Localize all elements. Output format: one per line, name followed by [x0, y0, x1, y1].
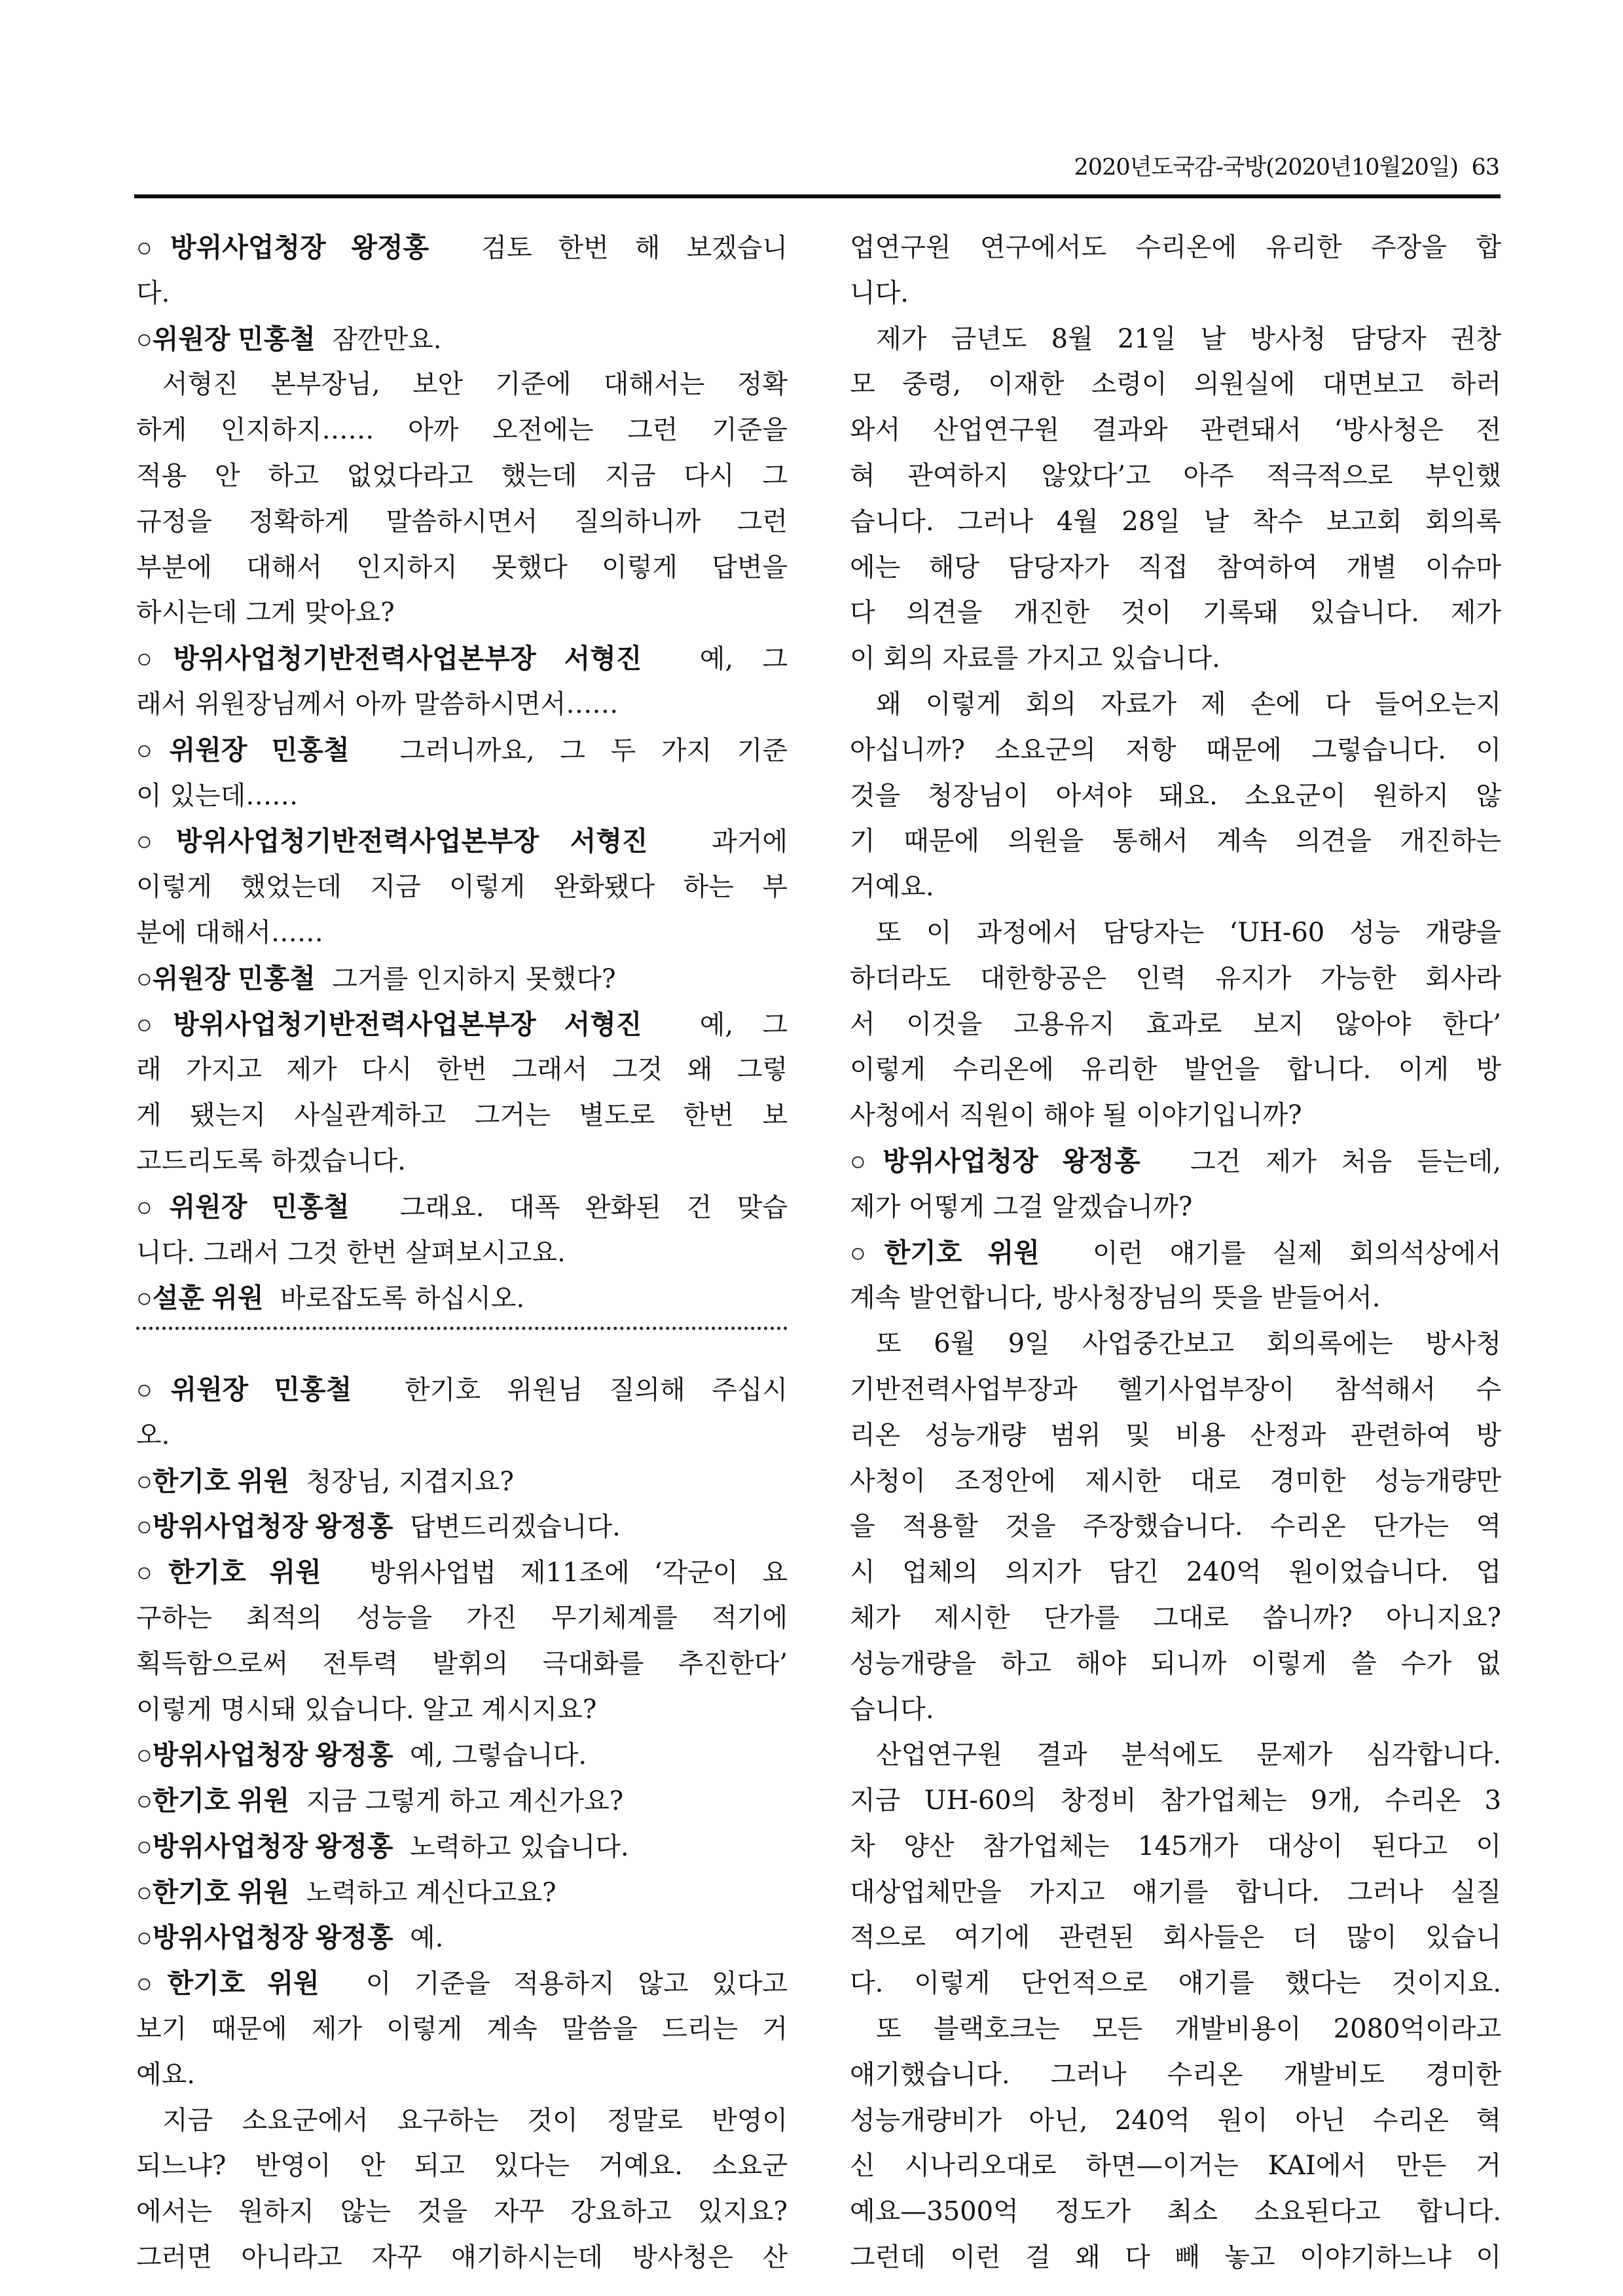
speaker-name: ○한기호 위원: [136, 1785, 290, 1816]
page-number: 63: [1471, 154, 1499, 181]
line-text: 게 됐는지 사실관계하고 그거는 별도로 한번 보: [136, 1100, 788, 1131]
text-line: [850, 956, 1501, 1002]
text-line: [850, 2098, 1501, 2144]
speaker-name: ○위원장 민홍철: [136, 734, 350, 765]
line-text: 업연구원 연구에서도 수리온에 유리한 주장을 합: [850, 232, 1501, 262]
line-text: 예, 그: [699, 644, 788, 675]
text-line: [136, 225, 788, 271]
line-text: 청장님, 지겹지요?: [306, 1466, 514, 1497]
line-text: 기 때문에 의원을 통해서 계속 의견을 개진하는: [850, 826, 1501, 857]
line-text: 신 시나리오대로 하면—이거는 KAI에서 만든 거: [850, 2151, 1501, 2181]
line-text: 그러니까요, 그 두 가지 기준: [399, 735, 788, 766]
speaker-name: ○한기호 위원: [136, 1876, 290, 1907]
text-line: [850, 1961, 1501, 2007]
text-line: [850, 2144, 1501, 2189]
line-text: 과거에: [712, 827, 788, 857]
left-column: [136, 225, 788, 2281]
line-text: 모 중령, 이재한 소령이 의원실에 대면보고 하러: [850, 369, 1501, 400]
text-line: [850, 1276, 1501, 1321]
text-line: [136, 2235, 788, 2281]
line-text: 예, 그렇습니다.: [410, 1740, 587, 1771]
line-text: 습니다.: [850, 1694, 934, 1725]
text-line: [136, 910, 788, 956]
line-text: 것을 청장님이 아셔야 돼요. 소요군이 원하지 않: [850, 780, 1501, 811]
text-line: [136, 728, 788, 774]
speaker-name: ○방위사업청장 왕정홍: [136, 1922, 393, 1953]
text-line: [850, 728, 1501, 774]
text-line: [136, 1413, 788, 1459]
text-line: [850, 1824, 1501, 1870]
line-text: 래서 위원장님께서 아까 말씀하시면서……: [136, 689, 619, 719]
line-text: 한기호 위원님 질의해 주십시: [405, 1374, 788, 1405]
line-text: 사청에서 직원이 해야 될 이야기입니까?: [850, 1100, 1302, 1131]
text-line: [850, 1732, 1501, 1778]
text-line: [850, 1641, 1501, 1687]
text-line: [850, 1321, 1501, 1367]
line-text: 체가 제시한 단가를 그대로 씁니까? 아니지요?: [850, 1602, 1501, 1633]
line-text: 예요.: [136, 2059, 195, 2090]
line-text: 고드리도록 하겠습니다.: [136, 1145, 406, 1176]
line-text: 또 이 과정에서 담당자는 ‘UH-60 성능 개량을: [876, 917, 1501, 948]
line-text: 오.: [136, 1420, 170, 1450]
line-text: 시 업체의 의지가 담긴 240억 원이었습니다. 업: [850, 1557, 1501, 1588]
text-line: [850, 1413, 1501, 1459]
text-line: [850, 1687, 1501, 1733]
line-text: 와서 산업연구원 결과와 관련돼서 ‘방사청은 전: [850, 415, 1501, 446]
line-text: 구하는 최적의 성능을 가진 무기체계를 적기에: [136, 1602, 788, 1633]
line-text: 서형진 본부장님, 보안 기준에 대해서는 정확: [162, 369, 788, 400]
line-text: 규정을 정확하게 말씀하시면서 질의하니까 그런: [136, 506, 788, 537]
line-text: 노력하고 있습니다.: [410, 1831, 629, 1862]
line-text: 제가 금년도 8월 21일 날 방사청 담당자 권창: [876, 323, 1501, 354]
line-text: 예, 그: [699, 1009, 788, 1040]
line-text: 서 이것을 고용유지 효과로 보지 않아야 한다’: [850, 1009, 1501, 1039]
line-text: 습니다. 그러나 4월 28일 날 착수 보고회 회의록: [850, 506, 1501, 537]
text-line: [136, 1550, 788, 1596]
text-line: [850, 590, 1501, 636]
speaker-name: ○위원장 민홍철: [136, 963, 316, 994]
line-text: 제가 어떻게 그걸 알겠습니까?: [850, 1191, 1193, 1222]
text-line: [850, 1596, 1501, 1641]
line-text: 니다.: [850, 278, 909, 308]
text-line: [136, 1504, 788, 1550]
line-text: 적용 안 하고 없었다라고 했는데 지금 다시 그: [136, 460, 788, 491]
line-text: 지금 UH-60의 창정비 참가업체는 9개, 수리온 3: [850, 1785, 1501, 1816]
speaker-name: ○방위사업청기반전력사업본부장 서형진: [136, 826, 648, 857]
line-text: 보기 때문에 제가 이렇게 계속 말씀을 드리는 거: [136, 2014, 788, 2045]
speaker-name: ○방위사업청장 왕정홍: [136, 1740, 393, 1770]
text-line: [850, 819, 1501, 865]
line-text: 적으로 여기에 관련된 회사들은 더 많이 있습니: [850, 1922, 1501, 1953]
line-text: 래 가지고 제가 다시 한번 그래서 그것 왜 그렇: [136, 1054, 788, 1085]
text-line: [136, 2007, 788, 2053]
text-line: [136, 1185, 788, 1230]
line-text: 답변드리겠습니다.: [410, 1512, 621, 1543]
text-line: [850, 362, 1501, 408]
line-text: 거예요.: [850, 872, 934, 903]
text-line: [136, 682, 788, 728]
text-line: [850, 910, 1501, 956]
speaker-name: ○방위사업청기반전력사업본부장 서형진: [136, 1009, 642, 1039]
text-line: [136, 774, 788, 819]
text-line: [850, 2053, 1501, 2098]
text-line: [136, 636, 788, 682]
text-line: [850, 2235, 1501, 2281]
text-line: [136, 1687, 788, 1733]
speaker-name: ○방위사업청장 왕정홍: [850, 1145, 1140, 1176]
text-line: [850, 499, 1501, 545]
line-text: 기반전력사업부장과 헬기사업부장이 참석해서 수: [850, 1374, 1501, 1405]
text-line: [850, 1504, 1501, 1550]
text-line: [850, 1093, 1501, 1139]
text-line: [136, 1915, 788, 1961]
text-line: [850, 865, 1501, 910]
text-line: [850, 1550, 1501, 1596]
text-line: [136, 1459, 788, 1505]
speaker-name: ○한기호 위원: [136, 1465, 290, 1496]
line-text: 성능개량비가 아닌, 240억 원이 아닌 수리온 혁: [850, 2105, 1501, 2136]
right-column: [850, 225, 1501, 2281]
text-line: [850, 408, 1501, 454]
line-text: 사청이 조정안에 제시한 대로 경미한 성능개량만: [850, 1465, 1501, 1496]
line-text: 이 회의 자료를 가지고 있습니다.: [850, 643, 1220, 674]
text-line: [136, 590, 788, 636]
line-text: 그건 제가 처음 듣는데,: [1190, 1146, 1501, 1177]
line-text: 이렇게 수리온에 유리한 발언을 합니다. 이게 방: [850, 1054, 1501, 1085]
text-line: [136, 1230, 788, 1276]
line-text: 이렇게 했었는데 지금 이렇게 완화됐다 하는 부: [136, 872, 788, 903]
text-line: [136, 1139, 788, 1185]
line-text: 다 의견을 개진한 것이 기록돼 있습니다. 제가: [850, 598, 1501, 628]
line-text: 이 기준을 적용하지 않고 있다고: [365, 1969, 788, 2000]
line-text: 예요—3500억 정도가 최소 소요된다고 합니다.: [850, 2197, 1501, 2227]
text-line: [850, 636, 1501, 682]
text-line: [850, 545, 1501, 591]
text-line: [136, 545, 788, 591]
text-line: [850, 1002, 1501, 1048]
text-line: [850, 1185, 1501, 1230]
line-text: 방위사업법 제11조에 ‘각군이 요: [369, 1558, 788, 1588]
line-text: 이 있는데……: [136, 780, 299, 811]
text-line: [136, 1002, 788, 1048]
speaker-name: ○위원장 민홍철: [136, 1374, 352, 1405]
line-text: 부분에 대해서 인지하지 못했다 이렇게 답변을: [136, 552, 788, 583]
text-line: [136, 317, 788, 363]
line-text: 계속 발언합니다, 방사청장님의 뜻을 받들어서.: [850, 1283, 1381, 1314]
line-text: 그러면 아니라고 자꾸 얘기하시는데 방사청은 산: [136, 2242, 788, 2273]
line-text: 에는 해당 담당자가 직접 참여하여 개별 이슈마: [850, 552, 1501, 583]
text-line: [136, 454, 788, 499]
text-line: [136, 1276, 788, 1321]
line-text: 혀 관여하지 않았다’고 아주 적극적으로 부인했: [850, 460, 1501, 491]
text-line: [850, 454, 1501, 499]
line-text: 그래요. 대폭 완화된 건 맞습: [399, 1192, 788, 1223]
speaker-name: ○방위사업청장 왕정홍: [136, 1831, 393, 1861]
text-line: [136, 499, 788, 545]
line-text: 지금 소요군에서 요구하는 것이 정말로 반영이: [162, 2105, 788, 2136]
line-text: 잠깐만요.: [332, 324, 442, 355]
line-text: 아십니까? 소요군의 저항 때문에 그렇습니다. 이: [850, 734, 1501, 765]
speaker-name: ○위원장 민홍철: [136, 323, 316, 354]
speaker-name: ○방위사업청장 왕정홍: [136, 232, 429, 262]
line-text: 되느냐? 반영이 안 되고 있다는 거예요. 소요군: [136, 2151, 788, 2181]
text-line: [136, 819, 788, 865]
line-text: 바로잡도록 하십시오.: [280, 1283, 525, 1314]
text-line: [850, 2007, 1501, 2053]
line-text: 대상업체만을 가지고 얘기를 합니다. 그러나 실질: [850, 1876, 1501, 1907]
text-line: [850, 1367, 1501, 1413]
text-line: [850, 774, 1501, 819]
line-text: 하시는데 그게 맞아요?: [136, 598, 395, 628]
line-text: 예.: [410, 1923, 444, 1954]
text-line: [850, 1459, 1501, 1505]
line-text: 산업연구원 결과 분석에도 문제가 심각합니다.: [876, 1740, 1501, 1770]
line-text: 차 양산 참가업체는 145개가 대상이 된다고 이: [850, 1831, 1501, 1861]
line-text: 분에 대해서……: [136, 917, 323, 948]
line-text: 이렇게 명시돼 있습니다. 알고 계시지요?: [136, 1694, 597, 1725]
line-text: 또 6월 9일 사업중간보고 회의록에는 방사청: [876, 1329, 1501, 1359]
text-line: [136, 1367, 788, 1413]
line-text: 검토 한번 해 보겠습니: [481, 233, 788, 263]
text-line: [136, 2098, 788, 2144]
line-text: 얘기했습니다. 그러나 수리온 개발비도 경미한: [850, 2059, 1501, 2090]
line-text: 니다. 그래서 그것 한번 살펴보시고요.: [136, 1237, 566, 1268]
speaker-name: ○한기호 위원: [136, 1968, 319, 1999]
line-text: 지금 그렇게 하고 계신가요?: [306, 1786, 624, 1817]
text-line: [136, 1961, 788, 2007]
line-text: 왜 이렇게 회의 자료가 제 손에 다 들어오는지: [876, 689, 1501, 719]
line-text: 그런데 이런 걸 왜 다 빼 놓고 이야기하느냐 이: [850, 2242, 1501, 2273]
text-line: [136, 1641, 788, 1687]
text-line: [850, 271, 1501, 317]
text-line: [136, 2053, 788, 2098]
dotted-separator: [136, 1321, 788, 1367]
text-line: [136, 865, 788, 910]
header-rule: [134, 194, 1501, 198]
line-text: 에서는 원하지 않는 것을 자꾸 강요하고 있지요?: [136, 2197, 788, 2227]
speaker-name: ○위원장 민홍철: [136, 1191, 350, 1222]
line-text: 성능개량을 하고 해야 되니까 이렇게 쓸 수가 없: [850, 1648, 1501, 1679]
text-line: [850, 317, 1501, 363]
text-line: [136, 1596, 788, 1641]
text-line: [136, 956, 788, 1002]
text-line: [850, 225, 1501, 271]
text-line: [136, 362, 788, 408]
speaker-name: ○한기호 위원: [850, 1237, 1040, 1268]
text-line: [850, 1047, 1501, 1093]
text-line: [850, 1915, 1501, 1961]
line-text: 획득함으로써 전투력 발휘의 극대화를 추진한다’: [136, 1648, 788, 1679]
page-header: [1074, 149, 1499, 182]
text-line: [850, 1139, 1501, 1185]
text-line: [850, 1778, 1501, 1824]
text-line: [136, 1093, 788, 1139]
line-text: 하게 인지하지…… 아까 오전에는 그런 기준을: [136, 415, 788, 446]
line-text: 그거를 인지하지 못했다?: [332, 963, 616, 994]
line-text: 리온 성능개량 범위 및 비용 산정과 관련하여 방: [850, 1420, 1501, 1450]
line-text: 이런 얘기를 실제 회의석상에서: [1093, 1238, 1501, 1268]
speaker-name: ○방위사업청기반전력사업본부장 서형진: [136, 643, 642, 674]
speaker-name: ○방위사업청장 왕정홍: [136, 1511, 393, 1542]
text-line: [136, 1870, 788, 1916]
text-line: [850, 1230, 1501, 1276]
speaker-name: ○한기호 위원: [136, 1557, 321, 1588]
text-line: [850, 1870, 1501, 1916]
text-line: [850, 682, 1501, 728]
text-line: [136, 408, 788, 454]
text-line: [136, 2189, 788, 2235]
text-line: [136, 1732, 788, 1778]
speaker-name: ○설훈 위원: [136, 1283, 264, 1314]
line-text: 을 적용할 것을 주장했습니다. 수리온 단가는 역: [850, 1511, 1501, 1542]
text-line: [136, 1824, 788, 1870]
text-line: [850, 2189, 1501, 2235]
header-title: 2020년도국감-국방(2020년10월20일): [1074, 154, 1459, 181]
text-line: [136, 1778, 788, 1824]
text-line: [136, 2144, 788, 2189]
text-line: [136, 271, 788, 317]
line-text: 다.: [136, 278, 170, 308]
text-line: [136, 1047, 788, 1093]
line-text: 또 블랙호크는 모든 개발비용이 2080억이라고: [876, 2014, 1501, 2045]
line-text: 다. 이렇게 단언적으로 얘기를 했다는 것이지요.: [850, 1968, 1501, 1999]
line-text: 노력하고 계신다고요?: [306, 1877, 556, 1908]
line-text: 하더라도 대한항공은 인력 유지가 가능한 회사라: [850, 963, 1501, 994]
